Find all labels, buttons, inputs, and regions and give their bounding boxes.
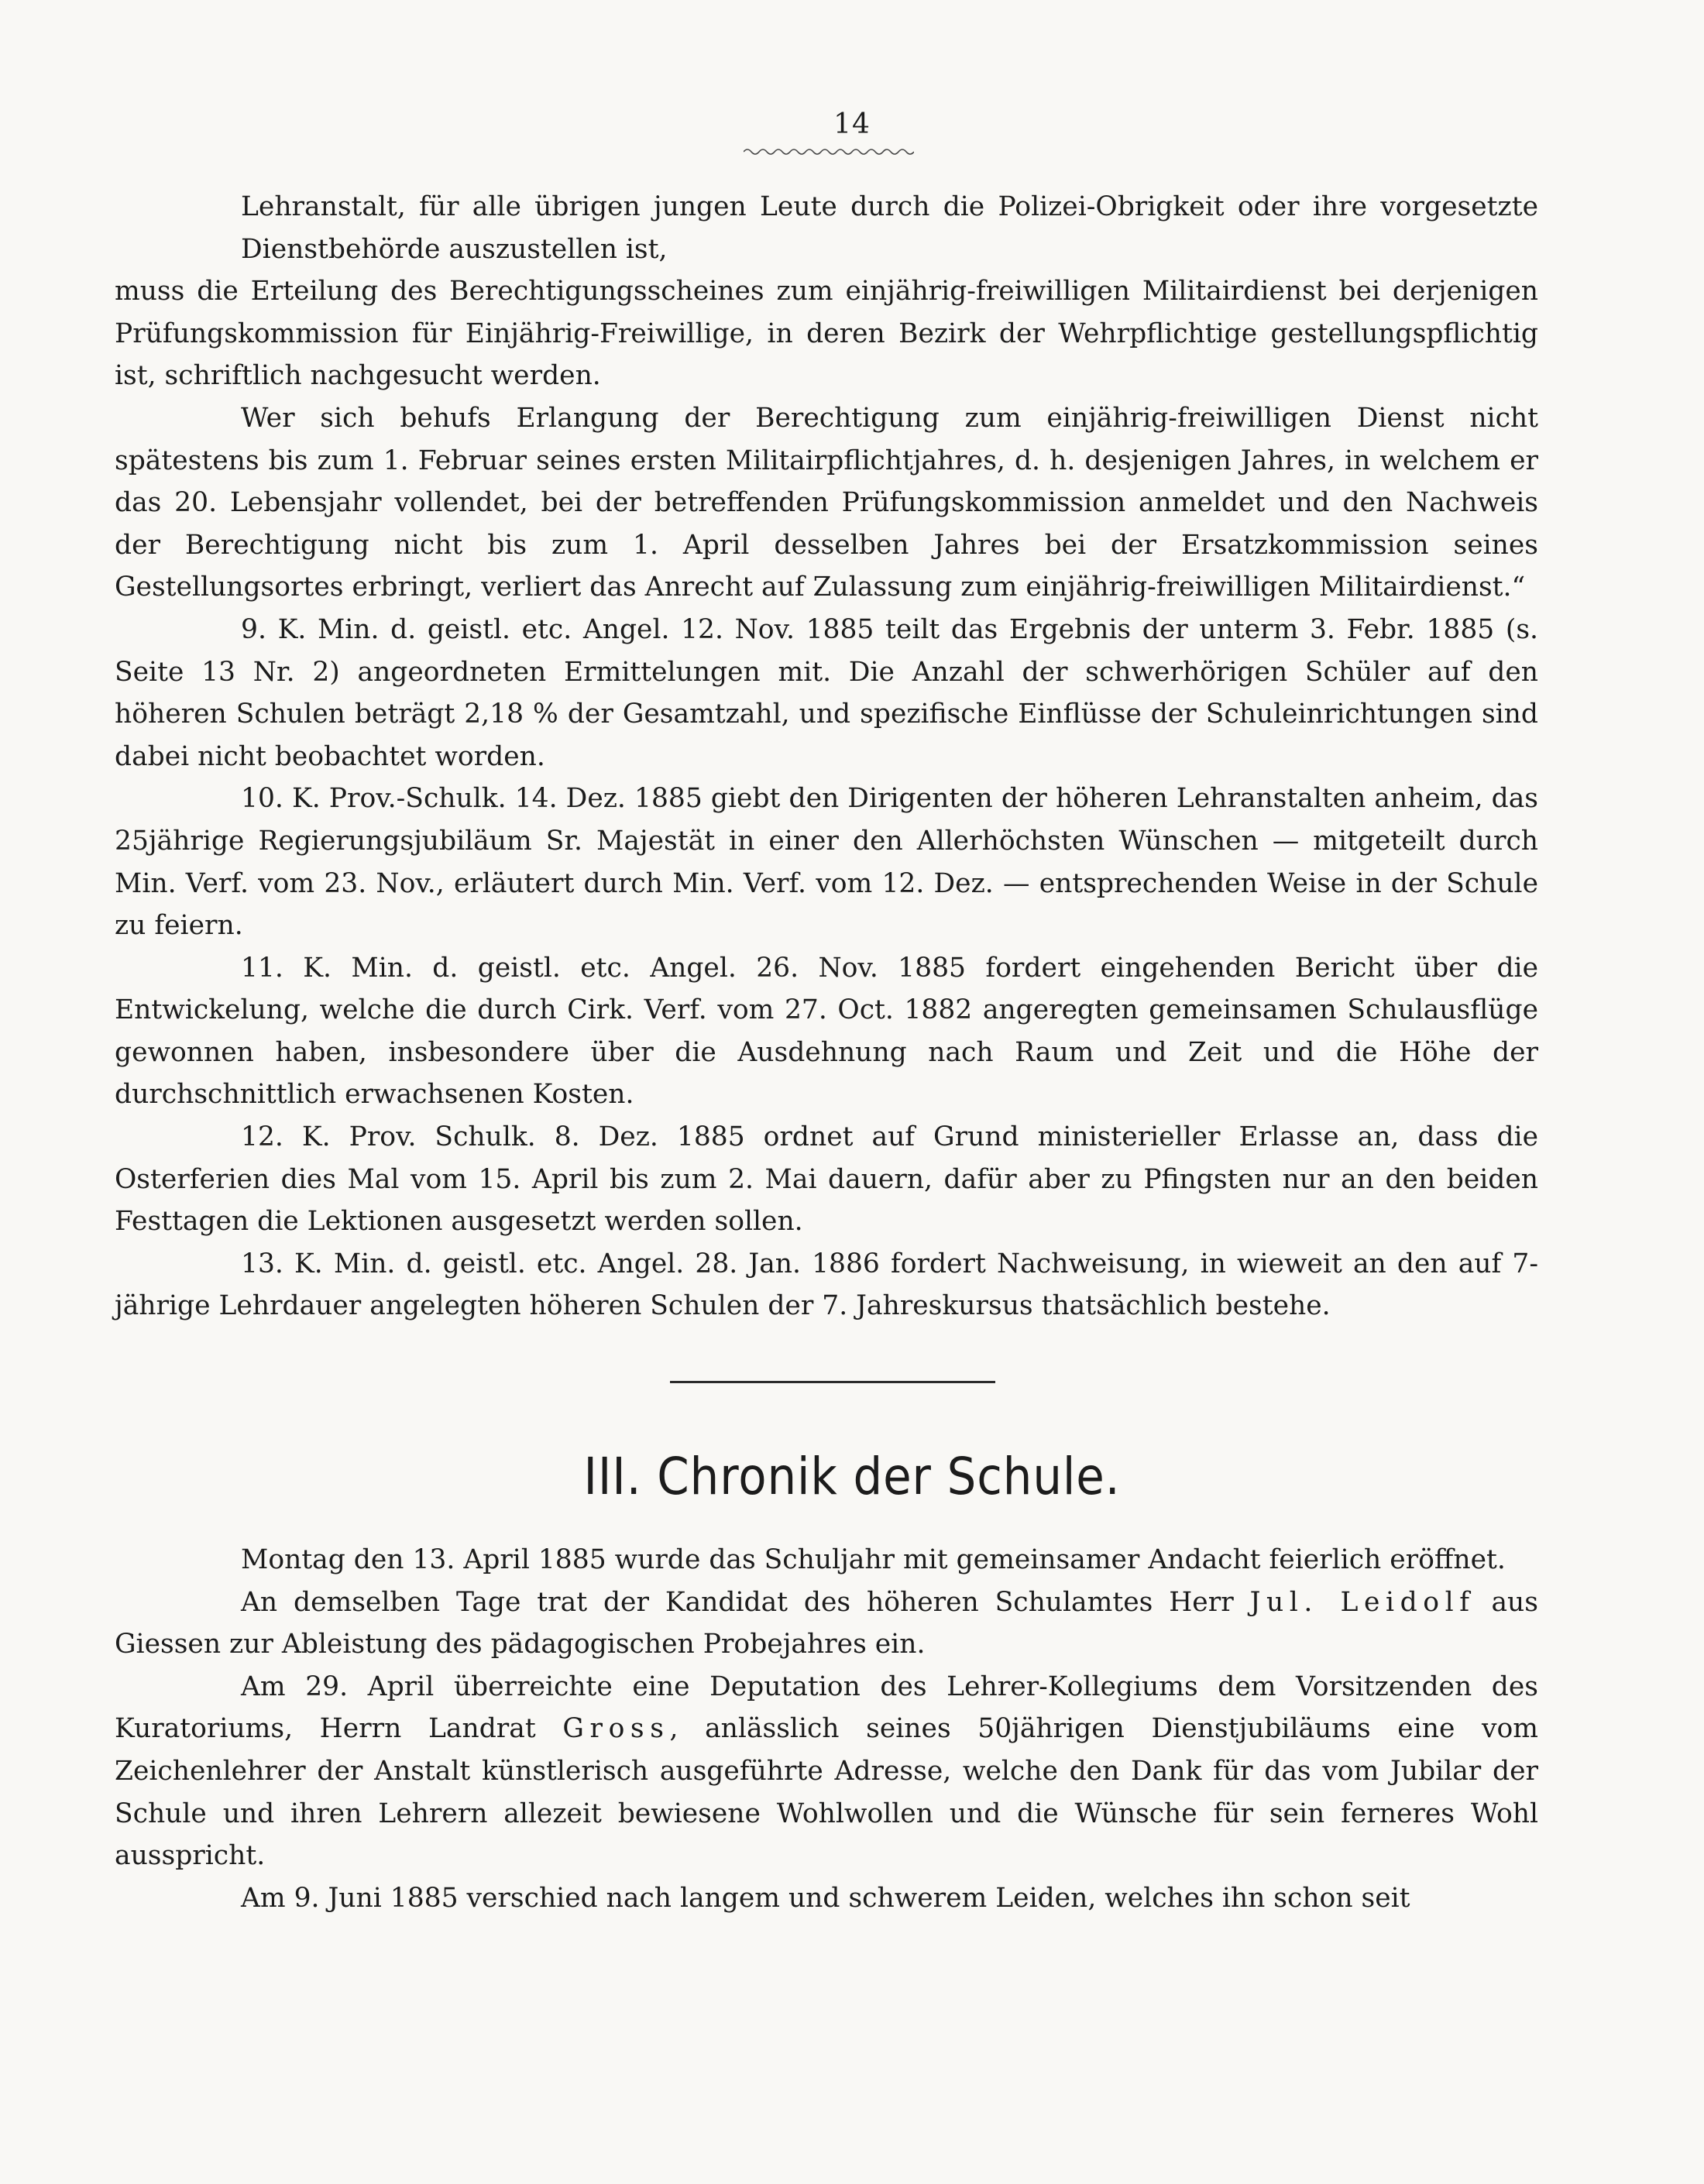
section-divider [670,1381,995,1383]
text-run: , anlässlich seines 50jährigen Dienstjubiläums eine vom Zeichenlehrer der Anstalt künstlerisch ausgeführte Adresse, welche den Dank für das vom Jubilar der Schule und ihren Lehrern allezeit bewiesene Wohlwollen und die Wünsche für sein ferneres Wohl ausspricht. [115,1713,1538,1872]
body-text-upper [115,186,1538,1327]
paragraph-obituary-start: Am 9. Juni 1885 verschied nach langem und schwerem Leiden, welches ihn schon seit [241,1882,1410,1914]
paragraph-item-11: 11. K. Min. d. geistl. etc. Angel. 26. Nov. 1885 fordert eingehenden Bericht über die Entwickelung, welche die durch Cirk. Verf. vom 27. Oct. 1882 angeregten gemeinsamen Schulausflüge gewonnen haben, insbesondere über die Ausdehnung nach Raum und Zeit und die Höhe der durchschnittlich erwachsenen Kosten. [115,952,1538,1111]
paragraph-requirement: muss die Erteilung des Berechtigungsscheines zum einjährig-freiwilligen Militairdienst bei derjenigen Prüfungskommission für Einjährig-Freiwillige, in deren Bezirk der Wehrpflichtige gestellungspflichtig ist, schriftlich nachgesucht werden. [115,276,1538,392]
paragraph-item-10: 10. K. Prov.-Schulk. 14. Dez. 1885 giebt den Dirigenten der höheren Lehranstalten anheim, das 25jährige Regierungsjubiläum Sr. Majestät in einer den Allerhöchsten Wünschen — mitgeteilt durch Min. Verf. vom 23. Nov., erläutert durch Min. Verf. vom 12. Dez. — entsprechenden Weise in der Schule zu feiern. [115,783,1538,942]
paragraph-deputation [115,1666,1538,1877]
paragraph-candidate [115,1581,1538,1666]
body-text-chronicle [115,1539,1538,1919]
text-run: Am 29. April überreichte eine Deputation des Lehrer-Kollegiums dem Vorsitzenden des Kuratoriums, Herrn Landrat [115,1671,1538,1745]
wavy-ornament [744,147,914,156]
paragraph-continuation: Lehranstalt, für alle übrigen jungen Leute durch die Polizei-Obrigkeit oder ihre vorgesetzte Dienstbehörde auszustellen ist, [241,191,1538,265]
text-run: aus Giessen zur Ableistung des pädagogischen Probejahres ein. [115,1586,1538,1660]
page-number: 14 [833,108,871,140]
text-run: An demselben Tage trat der Kandidat des höheren Schulamtes Herr [241,1586,1250,1618]
paragraph-school-year-opening: Montag den 13. April 1885 wurde das Schuljahr mit gemeinsamer Andacht feierlich eröffnet. [241,1544,1506,1575]
person-name-leidolf: Jul. Leidolf [1249,1586,1476,1618]
paragraph-item-12: 12. K. Prov. Schulk. 8. Dez. 1885 ordnet auf Grund ministerieller Erlasse an, dass die Osterferien dies Mal vom 15. April bis zum 2. Mai dauern, dafür aber zu Pfingsten nur an den beiden Festtagen die Lektionen ausgesetzt werden sollen. [115,1121,1538,1238]
paragraph-deadline: Wer sich behufs Erlangung der Berechtigung zum einjährig-freiwilligen Dienst nicht spätestens bis zum 1. Februar seines ersten Militairpflichtjahres, d. h. desjenigen Jahres, in welchem er das 20. Lebensjahr vollendet, bei der betreffenden Prüfungskommission anmeldet und den Nachweis der Berechtigung nicht bis zum 1. April desselben Jahres bei der Ersatzkommission seines Gestellungsortes erbringt, verliert das Anrecht auf Zulassung zum einjährig-freiwilligen Militairdienst.“ [115,402,1538,603]
section-heading: III. Chronik der Schule. [583,1447,1121,1506]
paragraph-item-13: 13. K. Min. d. geistl. etc. Angel. 28. Jan. 1886 fordert Nachweisung, in wieweit an den auf 7-jährige Lehrdauer angelegten höheren Schulen der 7. Jahreskursus thatsächlich bestehe. [115,1248,1538,1322]
paragraph-item-9: 9. K. Min. d. geistl. etc. Angel. 12. Nov. 1885 teilt das Ergebnis der unterm 3. Febr. 1885 (s. Seite 13 Nr. 2) angeordneten Ermittelungen mit. Die Anzahl der schwerhörigen Schüler auf den höheren Schulen beträgt 2,18 % der Gesamtzahl, und spezifische Einflüsse der Schuleinrichtungen sind dabei nicht beobachtet worden. [115,613,1538,772]
person-name-gross: Gross [562,1713,670,1745]
